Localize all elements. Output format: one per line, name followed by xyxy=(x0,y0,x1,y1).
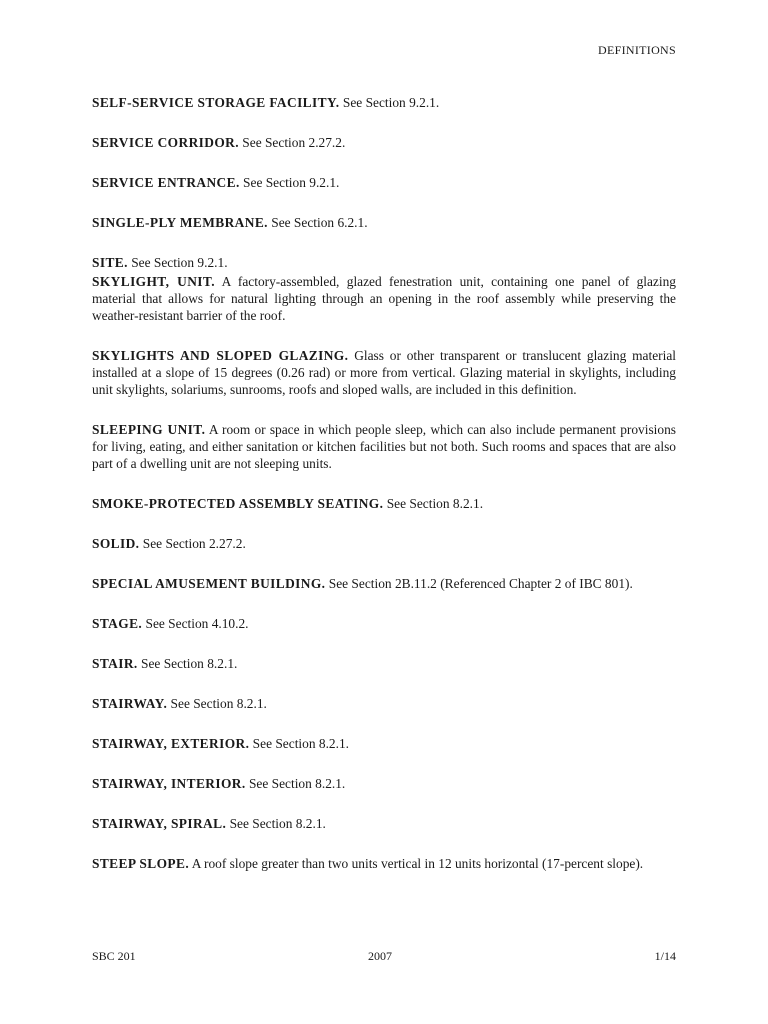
definition-term: STAIR. xyxy=(92,656,138,671)
definition-term: STAIRWAY. xyxy=(92,696,168,711)
definition-entry xyxy=(92,134,676,151)
definition-entry xyxy=(92,174,676,191)
definition-term: SELF-SERVICE STORAGE FACILITY. xyxy=(92,95,340,110)
definition-text: See Section 8.2.1. xyxy=(226,816,326,831)
page-footer xyxy=(92,949,676,965)
definition-entry xyxy=(92,695,676,712)
definition-term: SERVICE CORRIDOR. xyxy=(92,135,239,150)
definition-entry xyxy=(92,94,676,111)
document-year: 2007 xyxy=(368,949,392,963)
definition-term: SINGLE-PLY MEMBRANE. xyxy=(92,215,268,230)
definition-term: STAIRWAY, SPIRAL. xyxy=(92,816,227,831)
definition-text: A factory-assembled, glazed fenestration unit, containing one panel of glazing material that allows for natural lighting through an opening in the roof assembly while preserving the weather-resistant barrier of the roof. xyxy=(92,274,676,323)
page-number: 1/14 xyxy=(654,949,676,963)
definition-text: See Section 8.2.1. xyxy=(249,736,349,751)
definition-text: See Section 8.2.1. xyxy=(383,496,484,511)
document-code: SBC 201 xyxy=(92,949,136,963)
definition-text: See Section 2B.11.2 (Referenced Chapter 2 of IBC 801). xyxy=(325,576,633,591)
definition-entry xyxy=(92,421,676,472)
definition-text: See Section 6.2.1. xyxy=(267,215,368,230)
definition-entry xyxy=(92,775,676,792)
definition-term: SERVICE ENTRANCE. xyxy=(92,175,240,190)
definition-term: SLEEPING UNIT. xyxy=(92,422,206,437)
definition-term: SKYLIGHTS AND SLOPED GLAZING. xyxy=(92,348,349,363)
page-header: DEFINITIONS xyxy=(598,43,676,57)
definition-entry xyxy=(92,495,676,512)
definition-term: STEEP SLOPE. xyxy=(92,856,190,871)
definition-term: STAIRWAY, EXTERIOR. xyxy=(92,736,250,751)
definition-text: See Section 4.10.2. xyxy=(142,616,249,631)
definition-term: SOLID. xyxy=(92,536,140,551)
definition-entry xyxy=(92,254,676,271)
definition-entry xyxy=(92,575,676,592)
definition-entry xyxy=(92,273,676,324)
definition-term: SITE. xyxy=(92,255,128,270)
definition-text: Glass or other transparent or translucent glazing material installed at a slope of 15 degrees (0.26 rad) or more from vertical. Glazing material in skylights, including unit skylights, solariums, sunrooms, roofs and sloped walls, are included in this definition. xyxy=(92,348,676,397)
definition-term: SKYLIGHT, UNIT. xyxy=(92,274,215,289)
definition-entry xyxy=(92,815,676,832)
definition-text: A roof slope greater than two units vertical in 12 units horizontal (17-percent slope). xyxy=(189,856,644,871)
definition-term: STAIRWAY, INTERIOR. xyxy=(92,776,246,791)
definition-text: See Section 2.27.2. xyxy=(238,135,346,150)
definition-text: A room or space in which people sleep, which can also include permanent provisions for living, eating, and either sanitation or kitchen facilities but not both. Such rooms and spaces that are also part of a dwelling unit are not sleeping units. xyxy=(92,422,676,471)
definition-term: STAGE. xyxy=(92,616,143,631)
definition-entry xyxy=(92,214,676,231)
definition-text: See Section 9.2.1. xyxy=(127,255,228,270)
definitions-list xyxy=(92,94,676,895)
definition-text: See Section 2.27.2. xyxy=(139,536,246,551)
definition-text: See Section 9.2.1. xyxy=(239,175,340,190)
definition-entry xyxy=(92,615,676,632)
definition-text: See Section 8.2.1. xyxy=(245,776,346,791)
definition-entry xyxy=(92,735,676,752)
definition-term: SPECIAL AMUSEMENT BUILDING. xyxy=(92,576,326,591)
definition-entry xyxy=(92,855,676,872)
definition-text: See Section 8.2.1. xyxy=(137,656,238,671)
definition-term: SMOKE-PROTECTED ASSEMBLY SEATING. xyxy=(92,496,384,511)
definition-text: See Section 9.2.1. xyxy=(339,95,440,110)
definition-entry xyxy=(92,535,676,552)
definition-entry xyxy=(92,347,676,398)
definition-entry xyxy=(92,655,676,672)
definition-text: See Section 8.2.1. xyxy=(167,696,267,711)
